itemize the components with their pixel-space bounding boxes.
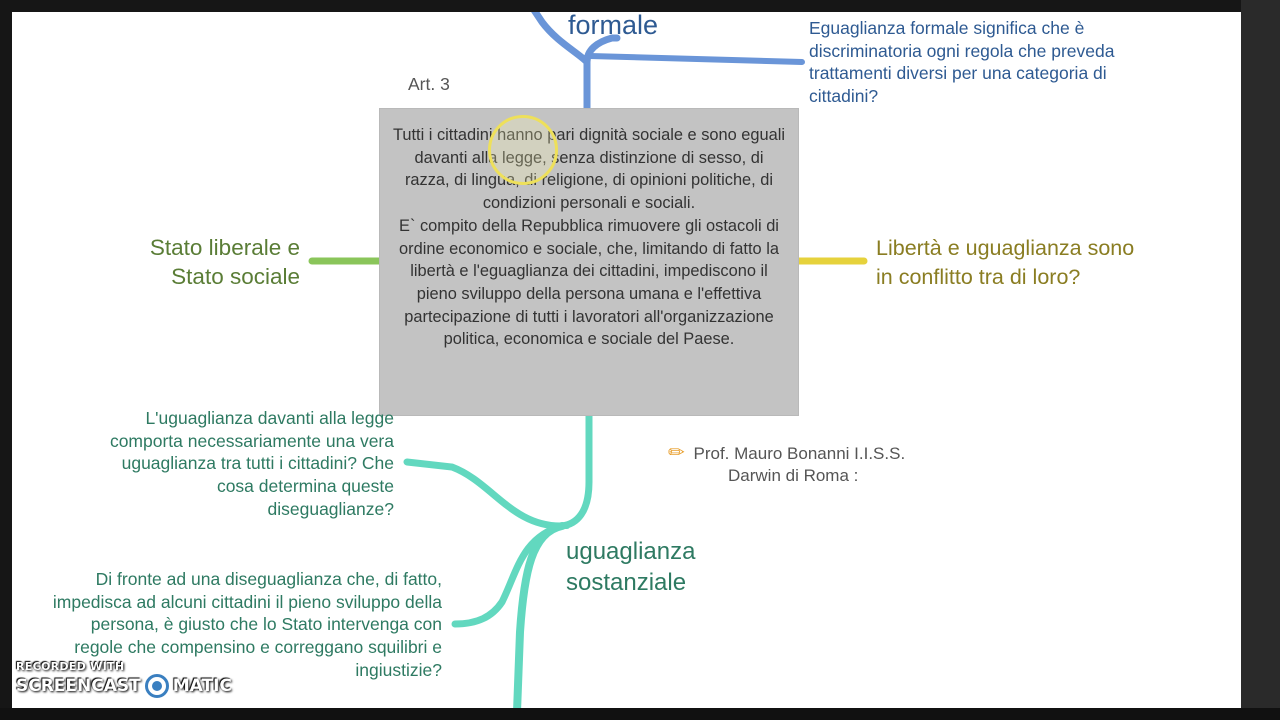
record-icon bbox=[145, 674, 169, 698]
branch-title-uguaglianza-line-1: uguaglianza bbox=[566, 538, 696, 565]
bottom-frame bbox=[0, 708, 1280, 720]
branch-question-uguaglianza-1: L'uguaglianza davanti alla legge comporta necessariamente una vera uguaglianza tra tutti i cittadini? Che cosa determina queste diseguaglianze? bbox=[109, 408, 394, 519]
author-line-1: Prof. Mauro Bonanni I.I.S.S. bbox=[693, 444, 906, 463]
branch-title-uguaglianza-line-2: sostanziale bbox=[566, 569, 687, 596]
branch-title-uguaglianza bbox=[566, 536, 695, 598]
watermark-brand-right: MATIC bbox=[172, 676, 232, 696]
pencil-icon: ✏ bbox=[668, 442, 685, 464]
branch-title-formale: formale bbox=[568, 12, 659, 40]
mind-map-canvas bbox=[12, 12, 1241, 708]
watermark-recorded-with: RECORDED WITH bbox=[16, 660, 125, 673]
branch-title-stato bbox=[112, 234, 300, 291]
connector-top-right bbox=[590, 56, 802, 62]
right-frame bbox=[1241, 0, 1280, 720]
connector-bottom-main bbox=[562, 414, 589, 526]
central-paragraph-2: E` compito della Repubblica rimuovere gli ostacoli di ordine economico e sociale, che, limitando di fatto la libertà e l'eguaglianza dei cittadini, impediscono il pieno sviluppo della persona umana e l'effettiva partecipazione di tutti i lavoratori all'organizzazione politica, economica e sociale del Paese. bbox=[399, 216, 779, 349]
branch-question-uguaglianza-2: Di fronte ad una diseguaglianza che, di fatto, impedisca ad alcuni cittadini il pieno sviluppo della persona, è giusto che lo Stato intervenga con regole che compensino e correggano squilibri e ingiustizie? bbox=[52, 569, 442, 680]
central-topic[interactable] bbox=[379, 108, 799, 416]
author-line-2: Darwin di Roma : bbox=[728, 466, 859, 485]
recorder-watermark bbox=[16, 660, 232, 698]
connector-bottom-q1 bbox=[407, 462, 562, 526]
branch-title-liberta-line-1: Libertà e uguaglianza sono bbox=[876, 236, 1135, 260]
branch-title-stato-line-2: Stato sociale bbox=[171, 263, 300, 289]
cursor-highlight-ring bbox=[488, 115, 558, 185]
art-label: Art. 3 bbox=[408, 74, 450, 94]
central-paragraph-1: Tutti i cittadini hanno pari dignità sociale e sono eguali davanti alla legge, senza distinzione di sesso, di razza, di lingua, di religione, di opinioni politiche, di condizioni personali e sociali. bbox=[392, 126, 786, 213]
watermark-brand-left: SCREENCAST bbox=[16, 676, 141, 696]
connector-bottom-q2 bbox=[455, 526, 562, 624]
branch-question-formale: Eguaglianza formale significa che è discriminatoria ogni regola che preveda trattamenti diversi per una categoria di cittadini? bbox=[809, 18, 1115, 106]
branch-title-stato-line-1: Stato liberale e bbox=[149, 235, 300, 260]
author-note bbox=[668, 442, 905, 487]
branch-title-liberta-line-2: in conflitto tra di loro? bbox=[876, 264, 1081, 289]
central-topic-text bbox=[392, 124, 786, 351]
connector-top-main bbox=[587, 38, 617, 108]
branch-title-liberta bbox=[876, 234, 1134, 291]
